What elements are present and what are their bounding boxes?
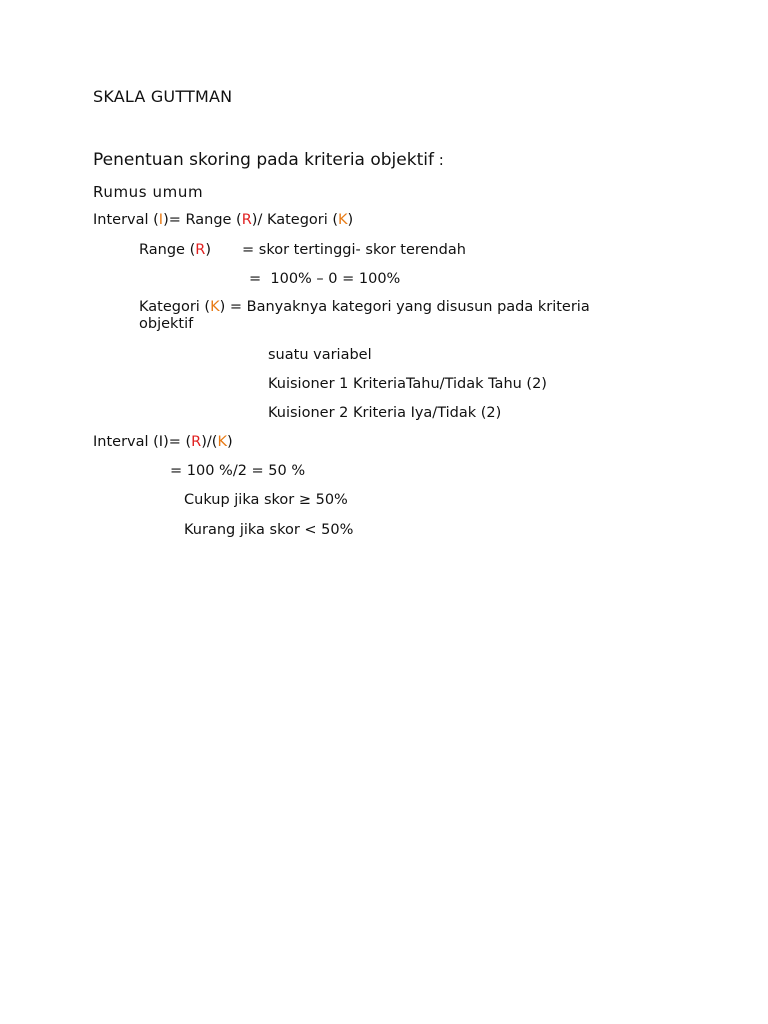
formula-interval-suffix: ) (347, 212, 354, 228)
kategori-definition (139, 299, 639, 333)
formula2-suffix: ) (226, 434, 233, 450)
result-value: = 100 %/2 = 50 % (170, 463, 306, 479)
formula-interval-r: R (241, 212, 252, 228)
range-definition: = skor tertinggi- skor terendah (242, 242, 466, 258)
formula2-prefix: Interval (I)= ( (93, 434, 192, 450)
formula2-k: K (217, 434, 227, 450)
kategori-prefix: Kategori ( (139, 299, 211, 315)
formula2-r: R (191, 434, 202, 450)
section-heading-text: Penentuan skoring pada kriteria objektif (93, 150, 434, 170)
range-value: = 100% – 0 = 100% (249, 271, 401, 287)
subheading-rumus-umum: Rumus umum (93, 183, 204, 201)
document-title: SKALA GUTTMAN (93, 87, 233, 106)
result-kurang: Kurang jika skor < 50% (184, 522, 354, 538)
formula-interval-middle2: )/ Kategori ( (251, 212, 339, 228)
formula-interval-k: K (338, 212, 348, 228)
kategori-suffix: ) = Banyaknya kategori yang disusun pada kriteria objektif (139, 299, 590, 332)
kategori-line-4: Kuisioner 2 Kriteria Iya/Tidak (2) (268, 405, 502, 421)
section-heading (93, 151, 444, 169)
section-heading-colon: : (433, 151, 444, 169)
kategori-k: K (210, 299, 220, 315)
formula-interval-i: I (158, 212, 164, 228)
range-label (139, 241, 211, 259)
result-cukup: Cukup jika skor ≥ 50% (184, 492, 348, 508)
range-label-suffix: ) (205, 242, 211, 258)
formula-interval-middle1: )= Range ( (163, 212, 242, 228)
kategori-line-2: suatu variabel (268, 347, 372, 363)
formula-interval-2 (93, 433, 233, 451)
formula2-middle: )/( (201, 434, 218, 450)
range-label-r: R (195, 242, 206, 258)
kategori-line-3: Kuisioner 1 KriteriaTahu/Tidak Tahu (2) (268, 376, 547, 392)
formula-interval-prefix: Interval ( (93, 212, 159, 228)
range-label-prefix: Range ( (139, 242, 196, 258)
formula-interval (93, 211, 353, 229)
